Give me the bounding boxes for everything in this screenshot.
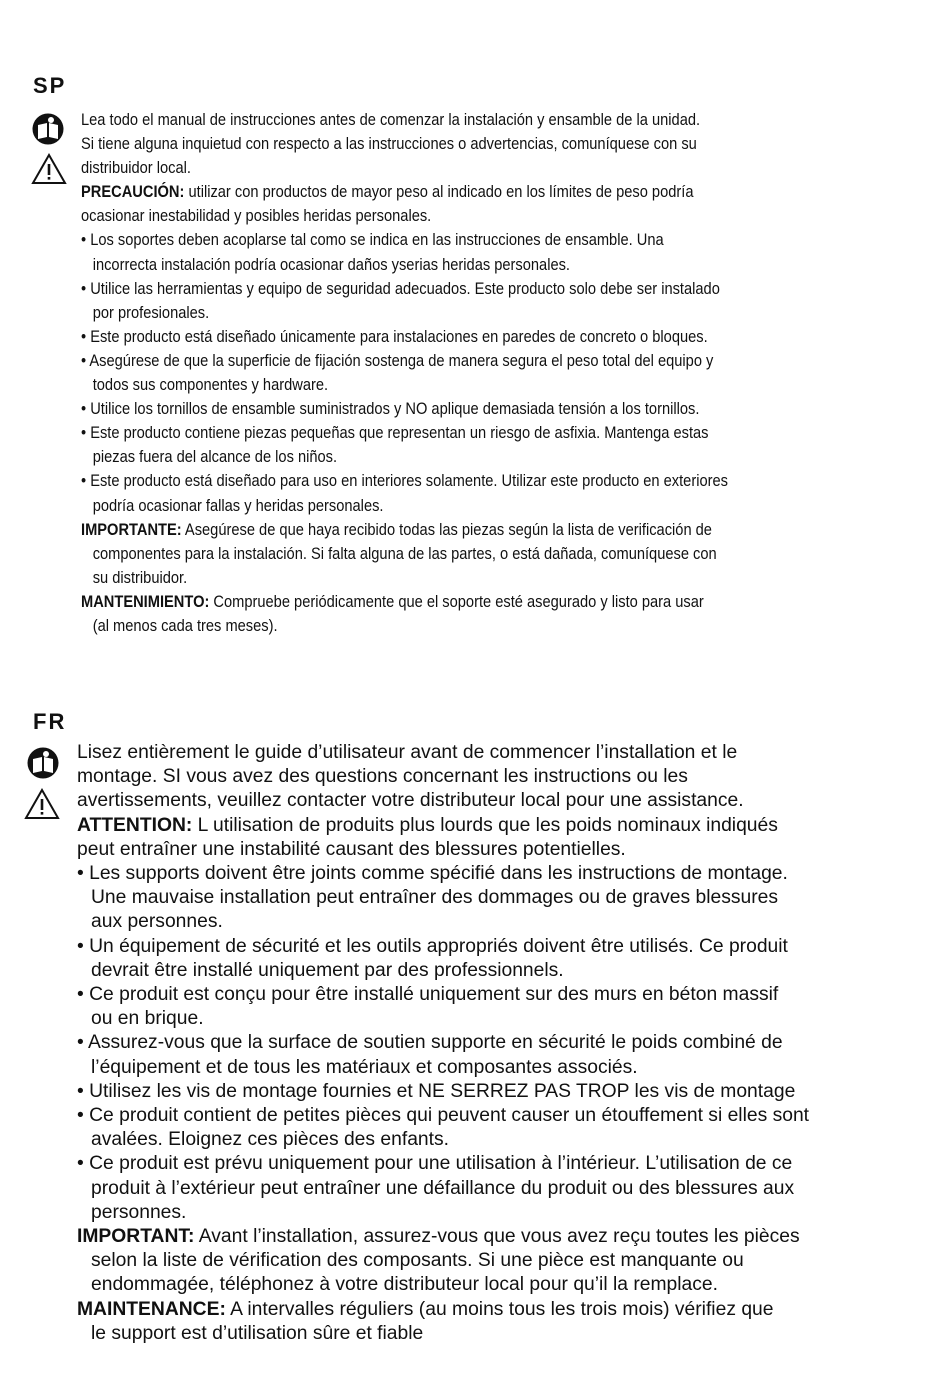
sp-bullet: • Este producto está diseñado únicamente para instalaciones en paredes de concreto o bloques. bbox=[81, 327, 708, 346]
fr-body bbox=[77, 741, 937, 1346]
fr-bullet: • Ce produit contient de petites pièces qui peuvent causer un étouffement si elles sont bbox=[77, 1105, 810, 1127]
warning-triangle-icon bbox=[31, 153, 67, 185]
fr-bullet: • Un équipement de sécurité et les outils appropriés doivent être utilisés. Ce produit bbox=[77, 935, 788, 957]
sp-maint-text: Compruebe periódicamente que el soporte esté asegurado y listo para usar bbox=[209, 592, 704, 611]
fr-bullet: • Les supports doivent être joints comme spécifié dans les instructions de montage. bbox=[77, 863, 788, 885]
fr-bullet: • Ce produit est conçu pour être installé uniquement sur des murs en béton massif bbox=[77, 984, 779, 1006]
sp-bullet: • Utilice los tornillos de ensamble suministrados y NO aplique demasiada tensión a los tornillos. bbox=[81, 400, 700, 419]
fr-bullet-cont: l’équipement et de tous les matériaux et composantes associés. bbox=[91, 1056, 638, 1078]
fr-bullet: • Assurez-vous que la surface de soutien supporte en sécurité le poids combiné de bbox=[77, 1032, 783, 1054]
fr-bullet-cont: produit à l’extérieur peut entraîner une défaillance du produit ou des blessures aux bbox=[91, 1177, 795, 1199]
sp-intro-line: Lea todo el manual de instrucciones antes de comenzar la instalación y ensamble de la unidad. bbox=[81, 111, 701, 129]
sp-caution-line: ocasionar inestabilidad y posibles heridas personales. bbox=[81, 207, 432, 226]
sp-maint-line: (al menos cada tres meses). bbox=[92, 616, 278, 635]
read-manual-icon bbox=[31, 112, 65, 146]
sp-maintenance bbox=[81, 590, 918, 614]
sp-bullet-cont: piezas fuera del alcance de los niños. bbox=[92, 448, 338, 467]
read-manual-icon bbox=[26, 746, 60, 780]
sp-bullet: • Asegúrese de que la superficie de fijación sostenga de manera segura el peso total del equipo y bbox=[81, 351, 714, 370]
sp-bullet: • Este producto contiene piezas pequeñas que representan un riesgo de asfixia. Mantenga estas bbox=[81, 424, 709, 443]
fr-important bbox=[77, 1225, 937, 1249]
sp-important-line: su distribuidor. bbox=[92, 568, 188, 587]
fr-attention-text: L utilisation de produits plus lourds que les poids nominaux indiqués bbox=[192, 814, 778, 836]
fr-bullet: • Utilisez les vis de montage fournies et NE SERREZ PAS TROP les vis de montage bbox=[77, 1080, 796, 1102]
fr-maint-line: le support est d’utilisation sûre et fiable bbox=[91, 1322, 424, 1344]
fr-intro-line: Lisez entièrement le guide d’utilisateur avant de commencer l’installation et le bbox=[77, 742, 738, 763]
fr-attention bbox=[77, 814, 937, 838]
fr-section-code: FR bbox=[33, 709, 67, 734]
sp-section-code: SP bbox=[33, 73, 67, 98]
fr-maint-text: A intervalles réguliers (au moins tous les trois mois) vérifiez que bbox=[225, 1298, 774, 1320]
fr-important-text: Avant l’installation, assurez-vous que vous avez reçu toutes les pièces bbox=[194, 1226, 800, 1248]
sp-caution-label: PRECAUCIÓN: bbox=[81, 183, 185, 202]
fr-bullet-cont: ou en brique. bbox=[91, 1008, 204, 1030]
sp-bullet: • Utilice las herramientas y equipo de seguridad adecuados. Este producto solo debe ser instalado bbox=[81, 279, 720, 298]
sp-bullet-cont: podría ocasionar fallas y heridas personales. bbox=[92, 496, 384, 515]
sp-important-text: Asegúrese de que haya recibido todas las piezas según la lista de verificación de bbox=[181, 520, 712, 539]
fr-attention-line: peut entraîner une instabilité causant des blessures potentielles. bbox=[77, 838, 626, 860]
sp-important-label: IMPORTANTE: bbox=[81, 520, 182, 539]
fr-intro-line: montage. SI vous avez des questions concernant les instructions ou les bbox=[77, 766, 688, 788]
sp-intro-line: distribuidor local. bbox=[81, 159, 191, 178]
fr-bullet: • Ce produit est prévu uniquement pour une utilisation à l’intérieur. L’utilisation de ce bbox=[77, 1153, 793, 1175]
fr-important-line: selon la liste de vérification des composants. Si une pièce est manquante ou bbox=[91, 1250, 744, 1272]
warning-triangle-icon bbox=[24, 788, 60, 820]
fr-bullet-cont: Une mauvaise installation peut entraîner des dommages ou de graves blessures bbox=[91, 887, 779, 909]
fr-bullet-cont: avalées. Eloignez ces pièces des enfants. bbox=[91, 1129, 449, 1151]
fr-bullet-cont: personnes. bbox=[91, 1201, 187, 1223]
fr-maint-label: MAINTENANCE: bbox=[77, 1298, 226, 1320]
sp-caution-text: utilizar con productos de mayor peso al indicado en los límites de peso podría bbox=[184, 183, 694, 202]
sp-bullet: • Este producto está diseñado para uso en interiores solamente. Utilizar este producto en exteriores bbox=[81, 472, 728, 491]
sp-body bbox=[81, 108, 918, 638]
fr-important-line: endommagée, téléphonez à votre distributeur local pour qu’il la remplace. bbox=[91, 1274, 718, 1296]
fr-attention-label: ATTENTION: bbox=[77, 814, 193, 836]
fr-important-label: IMPORTANT: bbox=[77, 1226, 195, 1248]
sp-bullet-cont: incorrecta instalación podría ocasionar daños yserias heridas personales. bbox=[92, 255, 571, 274]
sp-bullet-cont: todos sus componentes y hardware. bbox=[92, 376, 329, 395]
sp-important bbox=[81, 518, 918, 542]
sp-intro-line: Si tiene alguna inquietud con respecto a las instrucciones o advertencias, comuníquese con su bbox=[81, 135, 697, 154]
fr-bullet-cont: aux personnes. bbox=[91, 911, 223, 933]
fr-maintenance bbox=[77, 1298, 937, 1322]
sp-bullet: • Los soportes deben acoplarse tal como se indica en las instrucciones de ensamble. Una bbox=[81, 231, 664, 250]
sp-caution bbox=[81, 180, 918, 204]
fr-intro-line: avertissements, veuillez contacter votre distributeur local pour une assistance. bbox=[77, 790, 744, 812]
sp-maint-label: MANTENIMIENTO: bbox=[81, 592, 210, 611]
sp-bullet-cont: por profesionales. bbox=[92, 303, 210, 322]
sp-important-line: componentes para la instalación. Si falta alguna de las partes, o está dañada, comuníquese con bbox=[92, 544, 717, 563]
fr-bullet-cont: devrait être installé uniquement par des professionnels. bbox=[91, 959, 564, 981]
